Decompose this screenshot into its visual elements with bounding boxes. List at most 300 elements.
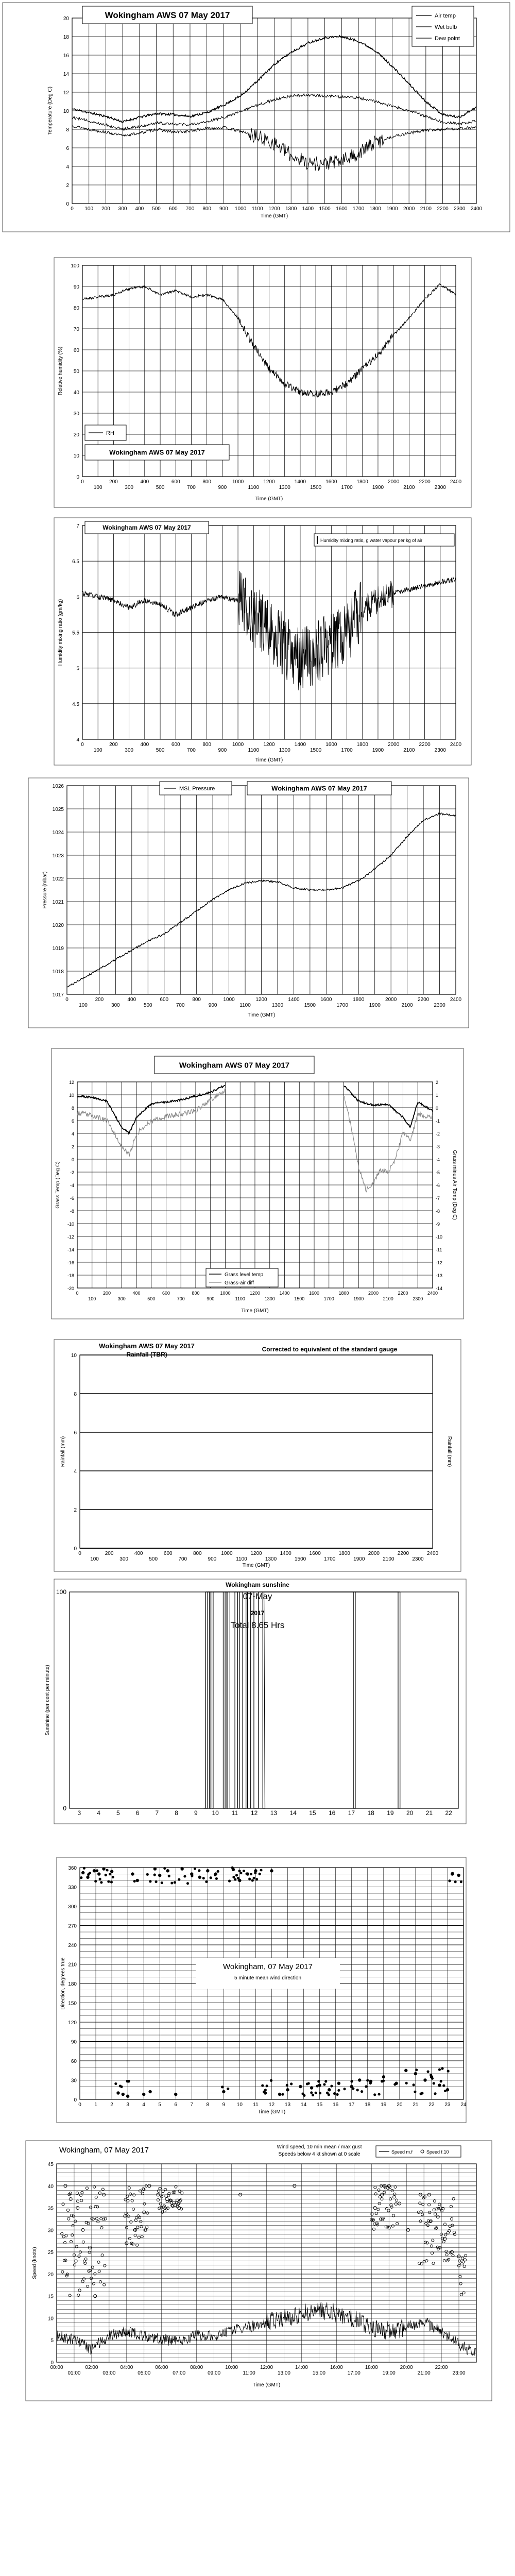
data-point bbox=[235, 1874, 238, 1876]
data-point bbox=[153, 1873, 156, 1876]
x-tick-label: 700 bbox=[178, 1556, 187, 1562]
data-point bbox=[378, 2093, 381, 2095]
y-tick-label: 180 bbox=[68, 1981, 77, 1987]
x-tick-label: 800 bbox=[193, 1551, 202, 1556]
x-tick-label: 24 bbox=[460, 2102, 467, 2108]
data-point bbox=[328, 2093, 330, 2096]
x-tick-label: 05:00 bbox=[138, 2370, 151, 2376]
data-point bbox=[261, 2084, 264, 2087]
data-point bbox=[260, 1869, 262, 1871]
legend-label: MSL Pressure bbox=[179, 786, 215, 792]
x-tick-label: 1400 bbox=[280, 1551, 291, 1556]
data-point bbox=[421, 2092, 423, 2094]
x-tick-label: 20 bbox=[397, 2102, 403, 2108]
data-point bbox=[149, 1880, 151, 1883]
x-tick-label: 1400 bbox=[288, 997, 300, 1003]
y-tick-label: 1023 bbox=[52, 853, 64, 859]
x-tick-label: 12 bbox=[268, 2102, 275, 2108]
y-tick-label: 7 bbox=[76, 523, 79, 529]
x-tick-label: 1300 bbox=[279, 485, 290, 490]
data-point bbox=[222, 2090, 225, 2093]
data-point bbox=[158, 1874, 161, 1877]
y-tick-label: 270 bbox=[68, 1923, 77, 1929]
y-tick-label: 50 bbox=[73, 369, 79, 375]
legend bbox=[85, 425, 126, 440]
chart-title: Wokingham, 07 May 2017 bbox=[59, 2146, 149, 2155]
data-point bbox=[448, 1879, 451, 1882]
y-tick-label: -10 bbox=[67, 1222, 74, 1227]
x-tick-label: 18 bbox=[367, 1809, 374, 1817]
x-axis-label: Time (GMT) bbox=[258, 2109, 286, 2115]
x-tick-label: 2100 bbox=[383, 1556, 394, 1562]
x-tick-label: 11 bbox=[253, 2102, 259, 2108]
x-tick-label: 1200 bbox=[268, 206, 280, 212]
data-point bbox=[365, 2085, 367, 2088]
data-point bbox=[382, 2075, 385, 2078]
y-tick-label: 10 bbox=[73, 453, 79, 459]
data-point bbox=[83, 1867, 85, 1870]
data-point bbox=[310, 2086, 313, 2089]
data-point bbox=[366, 2079, 369, 2081]
x-tick-label: 400 bbox=[132, 1291, 141, 1296]
y-tick-label: 0 bbox=[66, 201, 69, 207]
data-point bbox=[97, 1872, 100, 1875]
y-tick-label: 10 bbox=[47, 2316, 54, 2322]
data-point bbox=[174, 1881, 176, 1884]
x-tick-label: 19 bbox=[381, 2102, 387, 2108]
x-tick-label: 6 bbox=[135, 1809, 140, 1817]
y-tick-label: 18 bbox=[63, 35, 69, 40]
y-tick-label: 5 bbox=[50, 2338, 54, 2344]
x-tick-label: 4 bbox=[142, 2102, 145, 2108]
x-tick-label: 2100 bbox=[383, 1296, 393, 1301]
y-tick-label: -4 bbox=[70, 1183, 74, 1188]
y-tick-label-right: -2 bbox=[436, 1131, 440, 1137]
data-point bbox=[186, 1882, 189, 1885]
x-tick-label: 1900 bbox=[372, 485, 384, 490]
y-tick-label: 1022 bbox=[52, 876, 64, 882]
data-point bbox=[290, 2082, 293, 2085]
y-tick-label: 150 bbox=[68, 2001, 77, 2007]
x-tick-label: 500 bbox=[156, 748, 165, 753]
y-axis-label: Rainfall (mm) bbox=[60, 1436, 66, 1467]
x-tick-label: 600 bbox=[171, 742, 180, 748]
y-tick-label: 6 bbox=[66, 146, 69, 151]
x-tick-label: 1100 bbox=[235, 1296, 245, 1301]
x-tick-label: 5 bbox=[116, 1809, 120, 1817]
data-point bbox=[316, 2084, 318, 2087]
y-tick-label: -12 bbox=[67, 1234, 74, 1240]
x-tick-label: 1 bbox=[94, 2102, 97, 2108]
x-tick-label: 1200 bbox=[249, 1291, 261, 1296]
y-tick-label: -16 bbox=[67, 1260, 74, 1265]
x-tick-label: 400 bbox=[140, 742, 149, 748]
y-tick-label: 8 bbox=[71, 1106, 74, 1111]
chart-year: 2017 bbox=[250, 1609, 265, 1617]
data-point bbox=[105, 1874, 107, 1876]
grass-temp-chart-panel bbox=[0, 1046, 515, 1321]
x-tick-label: 15:00 bbox=[312, 2370, 325, 2376]
x-tick-label: 21:00 bbox=[417, 2370, 431, 2376]
x-tick-label: 300 bbox=[118, 206, 127, 212]
x-tick-label: 2100 bbox=[420, 206, 432, 212]
legend-label: Speed f.10 bbox=[426, 2149, 449, 2155]
x-tick-label: 400 bbox=[135, 206, 144, 212]
data-point bbox=[343, 2088, 346, 2090]
y-axis-label: Grass Temp (Deg C) bbox=[55, 1161, 61, 1209]
y-tick-label: 300 bbox=[68, 1904, 77, 1910]
x-tick-label: 700 bbox=[176, 1003, 185, 1008]
chart-subtitle: 5 minute mean wind direction bbox=[234, 1975, 302, 1981]
x-tick-label: 1400 bbox=[294, 742, 306, 748]
data-point bbox=[336, 2093, 338, 2096]
x-tick-label: 1300 bbox=[264, 1296, 275, 1301]
y-tick-label: 10 bbox=[68, 1093, 74, 1098]
data-point bbox=[122, 2093, 125, 2096]
x-axis-label: Time (GMT) bbox=[255, 496, 283, 502]
y-tick-label: 80 bbox=[73, 306, 79, 311]
data-point bbox=[110, 1880, 113, 1883]
x-tick-label: 1900 bbox=[386, 206, 398, 212]
x-tick-label: 16 bbox=[333, 2102, 339, 2108]
y-tick-label: 0 bbox=[76, 474, 79, 480]
data-point bbox=[166, 1869, 169, 1872]
y-tick-label: 6 bbox=[71, 1118, 74, 1124]
x-tick-label: 800 bbox=[202, 479, 212, 485]
y-tick-label: 1020 bbox=[52, 923, 64, 928]
x-tick-label: 800 bbox=[192, 1291, 200, 1296]
data-point bbox=[248, 1878, 251, 1880]
y-tick-label: 0 bbox=[71, 1157, 74, 1162]
x-tick-label: 2000 bbox=[388, 479, 400, 485]
x-tick-label: 0 bbox=[65, 997, 68, 1003]
x-tick-label: 1000 bbox=[232, 479, 244, 485]
x-tick-label: 700 bbox=[177, 1296, 185, 1301]
x-tick-label: 0 bbox=[78, 1551, 81, 1556]
plot-area bbox=[80, 1355, 433, 1548]
chart-title: Wokingham, 07 May 2017 bbox=[223, 1962, 313, 1971]
data-point bbox=[358, 2078, 361, 2081]
y-tick-label-right: 0 bbox=[436, 1106, 439, 1111]
y-axis-label: Relative humidity (%) bbox=[58, 346, 63, 396]
data-point bbox=[107, 1880, 110, 1883]
y-tick-label: 330 bbox=[68, 1885, 77, 1891]
y-tick-label: 4 bbox=[74, 1469, 77, 1475]
x-tick-label: 1800 bbox=[369, 206, 381, 212]
data-point bbox=[80, 1876, 82, 1879]
x-tick-label: 700 bbox=[187, 748, 196, 753]
x-tick-label: 2200 bbox=[419, 479, 431, 485]
data-point bbox=[460, 1880, 462, 1883]
data-point bbox=[270, 1869, 273, 1872]
y-tick-label: 6 bbox=[76, 595, 79, 601]
x-tick-label: 2200 bbox=[417, 997, 430, 1003]
data-point bbox=[86, 1876, 89, 1879]
data-point bbox=[433, 2082, 435, 2084]
x-tick-label: 2300 bbox=[434, 485, 446, 490]
x-tick-label: 600 bbox=[160, 997, 169, 1003]
data-point bbox=[174, 2093, 177, 2096]
x-tick-label: 600 bbox=[168, 206, 178, 212]
x-tick-label: 1600 bbox=[308, 1291, 320, 1296]
y-tick-label: 2 bbox=[71, 1144, 74, 1149]
data-point bbox=[441, 2067, 443, 2070]
x-tick-label: 8 bbox=[175, 1809, 178, 1817]
data-point bbox=[251, 1879, 254, 1882]
y-tick-label: 4.5 bbox=[72, 701, 79, 707]
y-tick-label: 15 bbox=[47, 2294, 54, 2300]
x-tick-label: 1200 bbox=[250, 1551, 262, 1556]
y-tick-label-right: -9 bbox=[436, 1222, 440, 1227]
data-point bbox=[270, 2079, 272, 2082]
y-tick-label: 4 bbox=[71, 1131, 74, 1137]
y-axis-label: Pressure (mbar) bbox=[42, 871, 48, 909]
data-point bbox=[454, 1880, 457, 1883]
x-tick-label: 100 bbox=[93, 748, 102, 753]
x-tick-label: 1900 bbox=[369, 1003, 381, 1008]
x-tick-label: 0 bbox=[78, 2102, 81, 2108]
x-tick-label: 2400 bbox=[450, 997, 462, 1003]
x-tick-label: 2000 bbox=[388, 742, 400, 748]
x-tick-label: 20:00 bbox=[400, 2365, 413, 2370]
data-point bbox=[255, 1878, 258, 1880]
data-point bbox=[170, 1882, 173, 1884]
y-tick-label: 8 bbox=[66, 127, 69, 133]
data-point bbox=[447, 2070, 450, 2072]
y-tick-label: 30 bbox=[73, 411, 79, 417]
y-tick-label: 4 bbox=[76, 737, 79, 743]
y-tick-label: 240 bbox=[68, 1943, 77, 1948]
y-tick-label: 360 bbox=[68, 1866, 77, 1871]
y-tick-label: 1026 bbox=[52, 784, 64, 789]
chart-title: Wokingham AWS 07 May 2017 bbox=[105, 10, 230, 20]
x-tick-label: 1900 bbox=[353, 1556, 365, 1562]
x-tick-label: 800 bbox=[202, 742, 212, 748]
x-tick-label: 1800 bbox=[338, 1291, 349, 1296]
y-tick-label: 20 bbox=[73, 432, 79, 438]
y-tick-label: 10 bbox=[63, 109, 69, 114]
temperature-chart-panel bbox=[0, 0, 515, 234]
x-tick-label: 0 bbox=[76, 1291, 79, 1296]
y-tick-label-right: -12 bbox=[436, 1260, 443, 1265]
data-point bbox=[245, 1872, 248, 1875]
y-tick-label: 90 bbox=[73, 284, 79, 290]
x-tick-label: 1200 bbox=[255, 997, 267, 1003]
data-point bbox=[112, 1876, 114, 1878]
data-point bbox=[440, 2080, 442, 2082]
data-point bbox=[106, 1869, 108, 1871]
x-tick-label: 14 bbox=[289, 1809, 297, 1817]
data-point bbox=[415, 2069, 418, 2071]
data-point bbox=[202, 1877, 205, 1879]
data-point bbox=[243, 1870, 245, 1872]
x-tick-label: 500 bbox=[156, 485, 165, 490]
x-tick-label: 07:00 bbox=[173, 2370, 186, 2376]
x-tick-label: 300 bbox=[117, 1296, 126, 1301]
x-tick-label: 13:00 bbox=[277, 2370, 290, 2376]
data-point bbox=[307, 2082, 310, 2084]
x-tick-label: 2000 bbox=[368, 1291, 379, 1296]
data-point bbox=[110, 1870, 113, 1873]
data-point bbox=[127, 2080, 130, 2082]
x-tick-label: 400 bbox=[134, 1551, 143, 1556]
x-tick-label: 16 bbox=[328, 1809, 336, 1817]
x-tick-label: 1600 bbox=[325, 479, 337, 485]
data-point bbox=[438, 2083, 441, 2087]
data-point bbox=[360, 2090, 363, 2093]
x-tick-label: 900 bbox=[218, 485, 227, 490]
legend-label: Grass level temp bbox=[225, 1272, 264, 1278]
x-tick-label: 900 bbox=[208, 1003, 217, 1008]
x-tick-label: 100 bbox=[88, 1296, 96, 1301]
wind-direction-chart-panel bbox=[0, 1855, 515, 2128]
x-tick-label: 100 bbox=[90, 1556, 99, 1562]
data-point bbox=[206, 1869, 209, 1872]
y-tick-label: 4 bbox=[66, 164, 69, 170]
y-tick-label: 1021 bbox=[52, 900, 64, 905]
data-point bbox=[191, 1875, 193, 1877]
x-axis-label: Time (GMT) bbox=[242, 1563, 270, 1568]
x-tick-label: 400 bbox=[127, 997, 136, 1003]
x-tick-label: 900 bbox=[218, 748, 227, 753]
x-tick-label: 2300 bbox=[454, 206, 466, 212]
x-tick-label: 04:00 bbox=[120, 2365, 133, 2370]
x-tick-label: 1900 bbox=[372, 748, 384, 753]
data-point bbox=[81, 1871, 84, 1874]
x-tick-label: 200 bbox=[105, 1551, 114, 1556]
y-tick-label: 35 bbox=[47, 2206, 54, 2212]
x-tick-label: 19:00 bbox=[382, 2370, 396, 2376]
x-tick-label: 2200 bbox=[397, 1551, 409, 1556]
data-point bbox=[413, 2083, 415, 2086]
x-tick-label: 12 bbox=[250, 1809, 258, 1817]
x-tick-label: 21 bbox=[425, 1809, 433, 1817]
x-axis-label: Time (GMT) bbox=[247, 1012, 276, 1018]
data-point bbox=[198, 1869, 200, 1872]
x-tick-label: 02:00 bbox=[85, 2365, 98, 2370]
x-tick-label: 1100 bbox=[236, 1556, 247, 1562]
y-tick-label: -18 bbox=[67, 1273, 74, 1278]
data-point bbox=[148, 2090, 151, 2093]
grass-temp-chart bbox=[0, 1046, 515, 1321]
data-point bbox=[317, 2080, 320, 2082]
x-tick-label: 1500 bbox=[294, 1296, 305, 1301]
x-tick-label: 1600 bbox=[336, 206, 348, 212]
y-tick-label: 40 bbox=[47, 2183, 54, 2190]
chart-title: Wokingham AWS 07 May 2017 bbox=[179, 1061, 290, 1070]
x-tick-label: 500 bbox=[147, 1296, 156, 1301]
x-tick-label: 1700 bbox=[341, 748, 353, 753]
data-point bbox=[352, 2087, 354, 2090]
legend bbox=[314, 534, 454, 546]
temperature-chart bbox=[0, 0, 515, 234]
data-point bbox=[382, 2079, 385, 2082]
y-tick-label-right: -1 bbox=[436, 1118, 440, 1124]
pressure-chart bbox=[0, 775, 515, 1033]
x-tick-label: 500 bbox=[152, 206, 161, 212]
x-tick-label: 17:00 bbox=[347, 2370, 360, 2376]
chart-total: Total 8.65 Hrs bbox=[230, 1620, 285, 1630]
y-tick-label: 60 bbox=[71, 2059, 77, 2064]
data-point bbox=[183, 1875, 186, 1877]
data-point bbox=[423, 2078, 426, 2081]
y-tick-label: 6.5 bbox=[72, 559, 79, 565]
x-tick-label: 9 bbox=[194, 1809, 198, 1817]
x-tick-label: 11:00 bbox=[243, 2370, 255, 2376]
x-tick-label: 23:00 bbox=[452, 2370, 466, 2376]
y-tick-label: 5.5 bbox=[72, 630, 79, 636]
data-point bbox=[205, 1880, 208, 1883]
x-tick-label: 600 bbox=[163, 1551, 173, 1556]
y-tick-label: 60 bbox=[73, 348, 79, 353]
data-point bbox=[431, 2077, 434, 2080]
data-point bbox=[153, 1867, 157, 1870]
x-tick-label: 1300 bbox=[271, 1003, 284, 1008]
data-point bbox=[239, 1872, 242, 1874]
wind-speed-chart bbox=[0, 2138, 515, 2406]
data-point bbox=[414, 2072, 417, 2075]
data-point bbox=[126, 2095, 129, 2098]
x-tick-label: 1500 bbox=[304, 1003, 316, 1008]
x-tick-label: 1800 bbox=[356, 479, 368, 485]
y-tick-label: 20 bbox=[47, 2272, 54, 2278]
x-tick-label: 7 bbox=[155, 1809, 159, 1817]
x-tick-label: 500 bbox=[143, 1003, 152, 1008]
x-tick-label: 400 bbox=[140, 479, 149, 485]
legend bbox=[376, 2146, 461, 2157]
data-point bbox=[102, 1867, 105, 1870]
x-tick-label: 10 bbox=[236, 2102, 243, 2108]
legend-label: Speed m.f bbox=[391, 2149, 413, 2155]
legend bbox=[160, 782, 232, 795]
humidity-chart-panel bbox=[0, 255, 515, 513]
x-tick-label: 10:00 bbox=[225, 2365, 238, 2370]
mixing-ratio-chart-panel bbox=[0, 515, 515, 768]
data-point bbox=[154, 1880, 157, 1883]
x-tick-label: 11 bbox=[231, 1809, 238, 1817]
y-tick-label: 210 bbox=[68, 1962, 77, 1968]
legend-label: RH bbox=[106, 430, 114, 436]
x-tick-label: 0 bbox=[81, 479, 84, 485]
y-tick-label: 0 bbox=[50, 2360, 54, 2366]
x-tick-label: 2000 bbox=[368, 1551, 380, 1556]
y-tick-label: 16 bbox=[63, 53, 69, 59]
x-tick-label: 2 bbox=[110, 2102, 113, 2108]
data-point bbox=[100, 1881, 102, 1884]
x-tick-label: 08:00 bbox=[190, 2365, 203, 2370]
y-tick-label-right: -13 bbox=[436, 1273, 443, 1278]
x-tick-label: 22 bbox=[428, 2102, 435, 2108]
x-tick-label: 1800 bbox=[353, 997, 365, 1003]
y-tick-label: 70 bbox=[73, 327, 79, 332]
legend bbox=[206, 1268, 278, 1287]
chart-subtitle: 07-May bbox=[243, 1591, 272, 1601]
data-point bbox=[286, 2088, 289, 2091]
data-point bbox=[234, 1878, 236, 1880]
pressure-chart-panel bbox=[0, 775, 515, 1033]
x-tick-label: 15 bbox=[309, 1809, 316, 1817]
y-tick-label: 5 bbox=[76, 666, 79, 672]
chart-note: Speeds below 4 kt shown at 0 scale bbox=[278, 2151, 360, 2157]
x-tick-label: 700 bbox=[187, 485, 196, 490]
data-point bbox=[259, 1873, 261, 1875]
data-point bbox=[264, 2089, 267, 2091]
x-tick-label: 1900 bbox=[353, 1296, 364, 1301]
data-point bbox=[356, 2089, 359, 2091]
y-tick-label: 0 bbox=[74, 2097, 77, 2103]
data-point bbox=[136, 1879, 139, 1882]
y-tick-label-right: -5 bbox=[436, 1170, 440, 1175]
